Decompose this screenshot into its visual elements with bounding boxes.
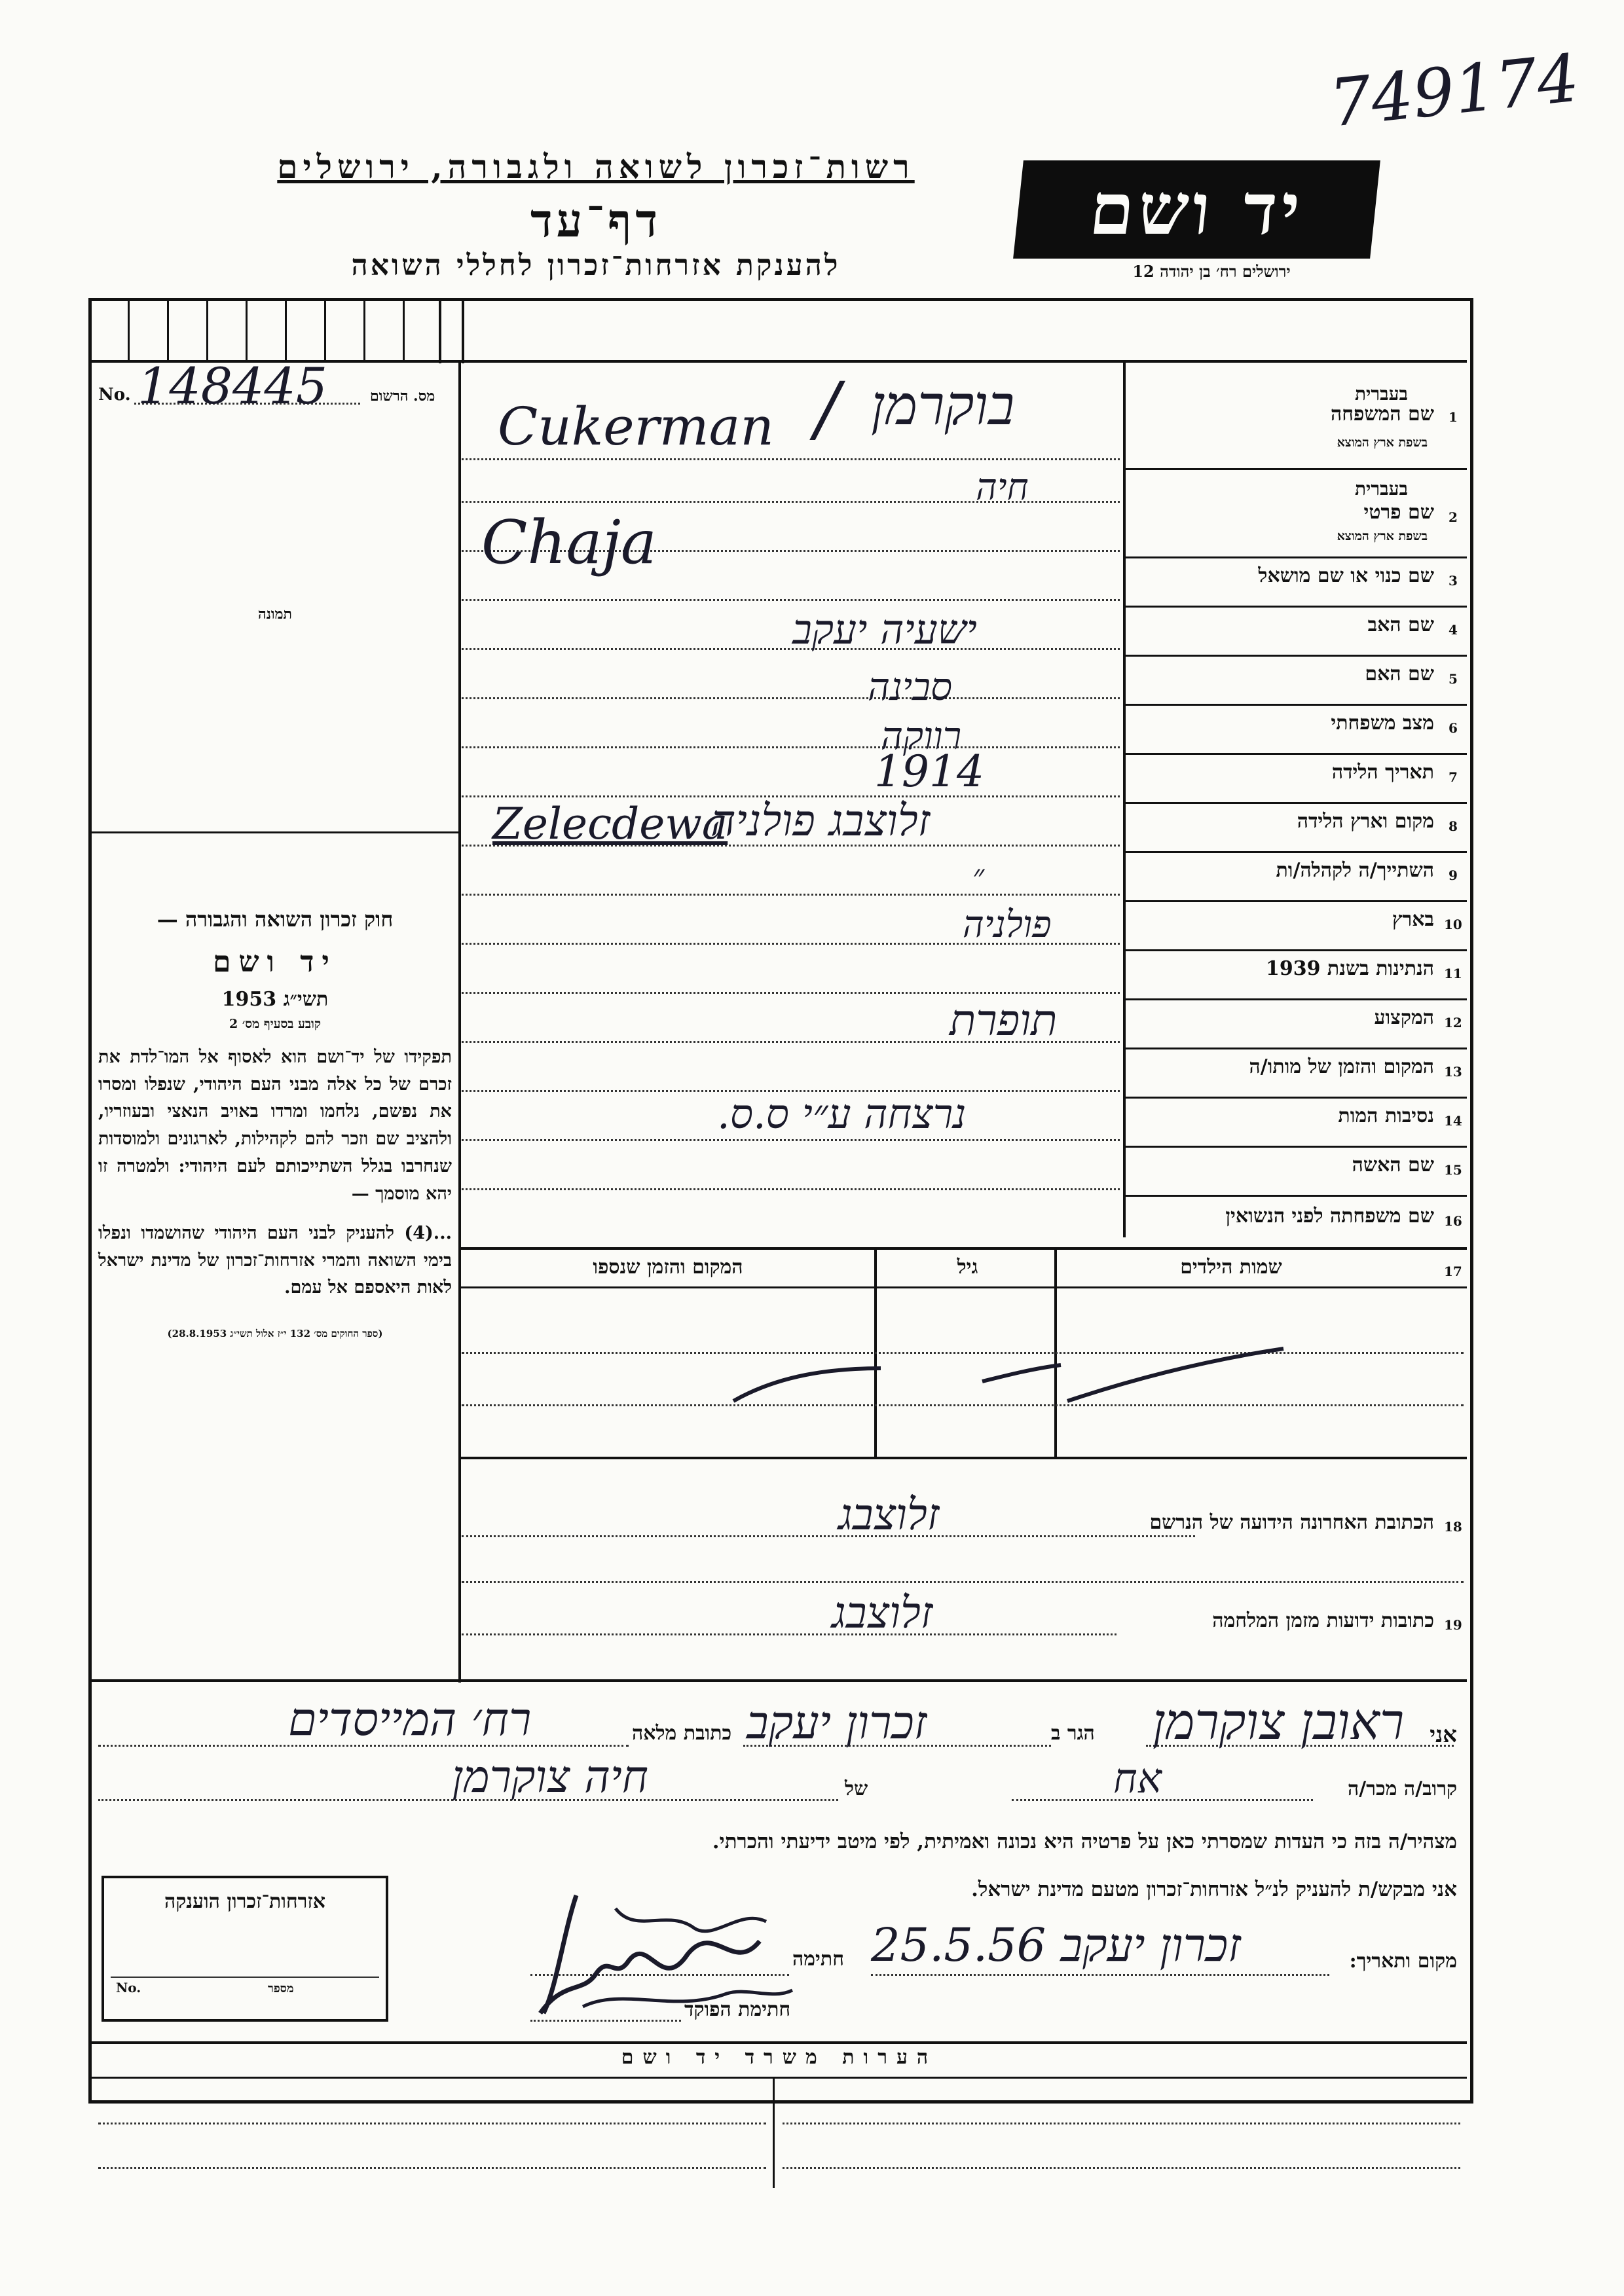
signature-label: חתימה bbox=[792, 1948, 844, 1971]
field-12-number: 12 bbox=[1444, 1015, 1462, 1030]
field-13-number: 13 bbox=[1444, 1064, 1462, 1080]
field-1-value-hebrew: בוקרמן bbox=[871, 373, 1015, 437]
official-signature-label: חתימת הפוקד bbox=[684, 1998, 791, 2021]
children-header-age: גיל bbox=[957, 1256, 978, 1279]
field-9-number: 9 bbox=[1449, 867, 1458, 883]
field-16-number: 16 bbox=[1444, 1213, 1462, 1229]
field-1-sub-bottom: בשפת ארץ המוצא bbox=[1337, 435, 1428, 450]
field-1-number: 1 bbox=[1449, 409, 1458, 425]
field-9-label: השתייך/ה לקהלה/ות bbox=[1276, 859, 1434, 882]
field-15-label: שם האשה bbox=[1352, 1154, 1434, 1176]
field-1-label: שם המשפחה bbox=[1330, 403, 1434, 426]
field-14-number: 14 bbox=[1444, 1113, 1462, 1129]
citizenship-no-label: No. bbox=[116, 1980, 141, 1995]
address: ירושלים רח׳ בן יהודה 12 bbox=[1132, 262, 1291, 281]
law-name: יד ושם bbox=[213, 945, 337, 979]
field-4-label: שם האב bbox=[1367, 613, 1434, 636]
law-heading: חוק זכרון השואה והגבורה — bbox=[157, 907, 394, 932]
form-subtitle: להענקת אזרחות־זכרון לחללי השואה bbox=[351, 249, 841, 282]
law-year: תשי״ג 1953 bbox=[221, 987, 329, 1011]
statement-1: מצהיר/ה בזה כי העדות שמסרתי כאן על פרטיה היא נכונה ואמיתית, לפי מיטב ידיעתי והכרתי. bbox=[712, 1830, 1457, 1853]
field-12-value: תופרת bbox=[950, 995, 1058, 1046]
children-strike-marks bbox=[720, 1329, 1290, 1421]
field-16-label: שם משפחתה לפני הנשואין bbox=[1225, 1205, 1434, 1228]
field-1-value-latin: Cukerman bbox=[498, 396, 774, 457]
field-2-number: 2 bbox=[1449, 509, 1458, 525]
field-19-label: כתובות ידועות מזמן המלחמה bbox=[1212, 1609, 1434, 1632]
field-11-number: 11 bbox=[1444, 966, 1462, 981]
field-3-label: שם כנוי או שם מושאל bbox=[1258, 564, 1434, 587]
yad-vashem-logo bbox=[1013, 160, 1380, 259]
field-8-value: זלוצבג פולניה bbox=[710, 795, 931, 846]
field-8-number: 8 bbox=[1449, 818, 1458, 834]
place-date-value: זכרון יעקב 25.5.56 bbox=[871, 1918, 1241, 1972]
form-title: דף־עד bbox=[530, 193, 661, 247]
field-2-sub-top: בעברית bbox=[1354, 478, 1408, 500]
field-2-value-hebrew: חיה bbox=[976, 466, 1029, 509]
field-6-value: רווקה bbox=[881, 714, 962, 758]
field-9-value: ״ bbox=[972, 858, 985, 894]
field-17-number: 17 bbox=[1444, 1264, 1462, 1279]
logo-text: יד ושם bbox=[1086, 168, 1308, 251]
field-3-number: 3 bbox=[1449, 573, 1458, 589]
field-2-label: שם פרטי bbox=[1363, 501, 1434, 524]
field-7-number: 7 bbox=[1449, 769, 1458, 785]
field-5-label: שם האם bbox=[1365, 663, 1434, 685]
declarant-name: ראובן צוקרמן bbox=[1153, 1692, 1405, 1751]
children-header-names: שמות הילדים bbox=[1180, 1256, 1282, 1279]
field-14-label: נסיבות המות bbox=[1338, 1104, 1434, 1127]
photo-label: תמונה bbox=[258, 606, 292, 623]
registration-label: מס. הרשום bbox=[370, 388, 435, 405]
registration-prefix: No. bbox=[98, 385, 131, 405]
field-10-label: בארץ bbox=[1392, 908, 1434, 931]
field-8-label: מקום וארץ הלידה bbox=[1297, 810, 1434, 833]
resides-value: זכרון יעקב bbox=[747, 1696, 927, 1749]
citizenship-number-label: מספר bbox=[268, 1982, 294, 1995]
declaration-i-label: אני bbox=[1430, 1722, 1457, 1748]
law-paragraph-1: תפקידו של יד־ושם הוא לאסוף אל המו־לדת את זכרם של כל אלה מבני העם היהודי, שנפלו ומסרו את נפשם, נלחמו ומרדו באויב הנאצי ובעוזריו, ולהציב שם וזכר להם לקהילות, לארגונים ולמוסדות שנחרבו בגלל השתייכותם לעם היהודי: ולמטרה זו יהא מוסמך — bbox=[98, 1046, 452, 1204]
corner-archive-number: 749174 bbox=[1325, 39, 1583, 142]
field-4-number: 4 bbox=[1449, 622, 1458, 638]
address-label: כתובת מלאה bbox=[632, 1722, 732, 1745]
field-1-sub-top: בעברית bbox=[1354, 383, 1408, 405]
citizenship-box bbox=[101, 1876, 388, 2022]
tick-boxes-row bbox=[92, 301, 1467, 363]
field-10-value: פולניה bbox=[963, 903, 1052, 946]
of-value: חיה צוקרמן bbox=[452, 1751, 648, 1803]
field-15-number: 15 bbox=[1444, 1162, 1462, 1178]
law-text-block bbox=[98, 903, 452, 1342]
field-11-label: הנתינות בשנת 1939 bbox=[1265, 957, 1434, 980]
field-10-number: 10 bbox=[1444, 917, 1462, 932]
field-7-label: תאריך הלידה bbox=[1331, 761, 1434, 784]
field-7-value: 1914 bbox=[874, 746, 984, 797]
slash-mark: / bbox=[815, 367, 840, 450]
relative-value: אח bbox=[1113, 1755, 1162, 1802]
field-4-value: ישעיה יעקב bbox=[792, 606, 977, 653]
relative-label: קרוב/ה מכר/ה bbox=[1348, 1777, 1457, 1800]
field-12-label: המקצוע bbox=[1374, 1006, 1434, 1029]
law-clause: קובע בסעיף מס׳ 2 bbox=[229, 1017, 322, 1032]
registration-number: 148445 bbox=[138, 357, 328, 415]
field-6-number: 6 bbox=[1449, 720, 1458, 736]
field-5-number: 5 bbox=[1449, 671, 1458, 687]
field-19-value: זלוצבג bbox=[832, 1588, 933, 1638]
of-label: של bbox=[845, 1777, 868, 1800]
citizenship-box-title: אזרחות־זכרון הוענקה bbox=[164, 1890, 326, 1913]
resides-label: הגר ב bbox=[1051, 1722, 1095, 1745]
header-authority: רשות־זכרון לשואה ולגבורה, ירושלים bbox=[277, 147, 915, 186]
field-18-value: זלוצבג bbox=[838, 1489, 940, 1540]
field-18-number: 18 bbox=[1444, 1519, 1462, 1535]
office-notes-heading: הערות משרד יד ושם bbox=[621, 2046, 938, 2069]
field-8-value-latin: Zelecdewa bbox=[492, 799, 728, 849]
field-2-value-latin: Chaja bbox=[481, 507, 657, 577]
children-header-place-time: המקום והזמן שנספו bbox=[593, 1256, 743, 1279]
handwritten-signature bbox=[517, 1882, 799, 2033]
field-2-sub-bottom: בשפת ארץ המוצא bbox=[1337, 529, 1428, 543]
field-6-label: מצב משפחתי bbox=[1331, 712, 1434, 735]
field-19-number: 19 bbox=[1444, 1617, 1462, 1633]
law-citation: (ספר החוקים מס׳ 132 י״ז אלול תשי״ג 28.8.1953) bbox=[167, 1328, 383, 1340]
field-14-value: נרצחה ע״י ס.ס. bbox=[717, 1090, 967, 1138]
address-value: רח׳ המייסדים bbox=[288, 1692, 532, 1746]
law-paragraph-2: ...(4) להעניק לבני העם היהודי שהושמדו ונפלו בימי השואה והמרי אזרחות־זכרון של מדינת ישראל לאות היאספם אל עמם. bbox=[98, 1222, 452, 1298]
field-18-label: הכתובת האחרונה הידועה של הנרשם bbox=[1149, 1511, 1434, 1534]
field-5-value: סבינה bbox=[868, 665, 952, 709]
field-13-label: המקום והזמן של מותו/ה bbox=[1249, 1055, 1434, 1078]
place-date-label: מקום ותאריך: bbox=[1349, 1950, 1457, 1973]
statement-2: אני מבקש/ת להעניק לנ״ל אזרחות־זכרון מטעם מדינת ישראל. bbox=[971, 1878, 1457, 1901]
